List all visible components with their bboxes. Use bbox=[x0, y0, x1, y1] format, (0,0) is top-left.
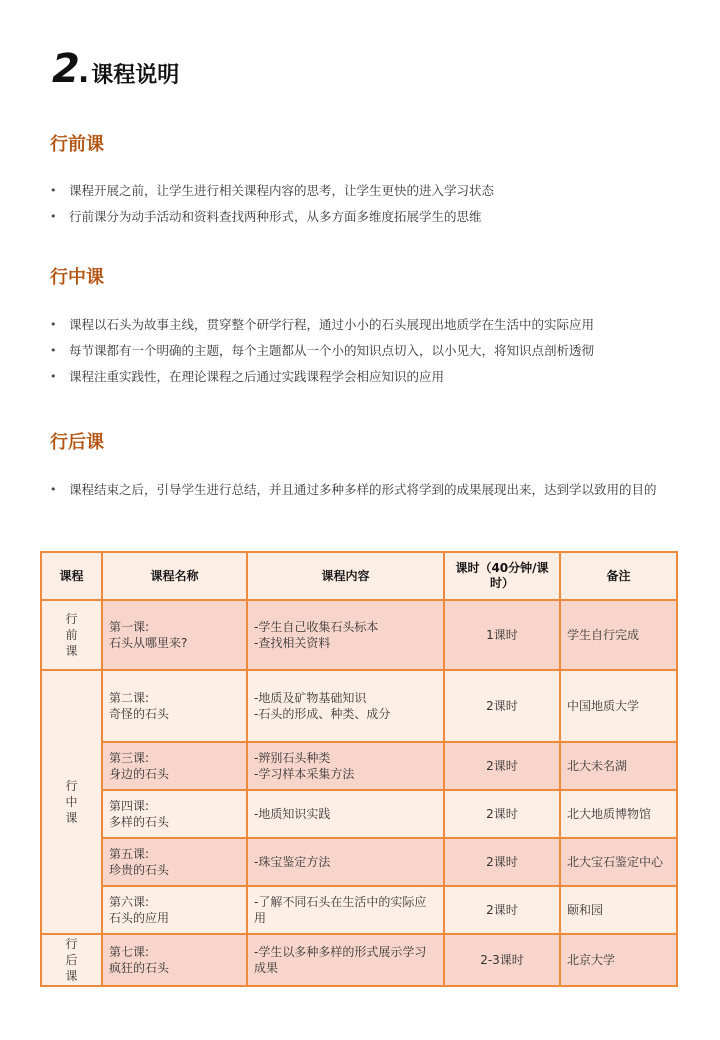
course-content-cell: -学生以多种多样的形式展示学习成果 bbox=[247, 934, 444, 986]
course-hours-cell: 2课时 bbox=[444, 670, 560, 742]
section-pre-course bbox=[50, 130, 670, 234]
course-name-cell: 第七课: 疯狂的石头 bbox=[102, 934, 247, 986]
category-mid: 行 中 课 bbox=[41, 670, 102, 934]
column-header-hours: 课时（40分钟/课时） bbox=[444, 552, 560, 600]
page-title-text: 课程说明 bbox=[91, 63, 180, 88]
course-hours-cell: 2-3课时 bbox=[444, 934, 560, 986]
bullet-list bbox=[50, 316, 670, 385]
table-header-row bbox=[41, 552, 677, 600]
section-number-dot: . bbox=[77, 55, 90, 90]
column-header-name: 课程名称 bbox=[102, 552, 247, 600]
course-note-cell: 颐和园 bbox=[560, 886, 677, 934]
bullet-item: • 课程结束之后，引导学生进行总结，并且通过多种多样的形式将学到的成果展现出来，达到学以致用的目的 bbox=[50, 481, 670, 498]
course-name-cell: 第三课: 身边的石头 bbox=[102, 742, 247, 790]
course-name-cell: 第五课: 珍贵的石头 bbox=[102, 838, 247, 886]
course-hours-cell: 2课时 bbox=[444, 886, 560, 934]
section-heading: 行后课 bbox=[50, 432, 104, 453]
table-row bbox=[41, 838, 677, 886]
course-name-cell: 第一课: 石头从哪里来? bbox=[102, 600, 247, 670]
section-heading: 行中课 bbox=[50, 267, 104, 288]
bullet-item: • 每节课都有一个明确的主题，每个主题都从一个小的知识点切入，以小见大，将知识点剖析透彻 bbox=[50, 342, 670, 359]
table-row bbox=[41, 600, 677, 670]
bullet-item: • 课程以石头为故事主线，贯穿整个研学行程，通过小小的石头展现出地质学在生活中的实际应用 bbox=[50, 316, 670, 333]
bullet-list bbox=[50, 481, 670, 498]
table-row bbox=[41, 742, 677, 790]
course-content-cell: -地质及矿物基础知识 -石头的形成、种类、成分 bbox=[247, 670, 444, 742]
category-post: 行 后 课 bbox=[41, 934, 102, 986]
course-name-cell: 第二课: 奇怪的石头 bbox=[102, 670, 247, 742]
bullet-item: • 课程开展之前，让学生进行相关课程内容的思考，让学生更快的进入学习状态 bbox=[50, 182, 670, 199]
section-post-course bbox=[50, 428, 670, 507]
course-note-cell: 北京大学 bbox=[560, 934, 677, 986]
course-content-cell: -珠宝鉴定方法 bbox=[247, 838, 444, 886]
course-hours-cell: 2课时 bbox=[444, 838, 560, 886]
course-content-cell: -辨别石头种类 -学习样本采集方法 bbox=[247, 742, 444, 790]
course-hours-cell: 2课时 bbox=[444, 790, 560, 838]
table-row bbox=[41, 670, 677, 742]
course-note-cell: 学生自行完成 bbox=[560, 600, 677, 670]
course-note-cell: 北大宝石鉴定中心 bbox=[560, 838, 677, 886]
page-title bbox=[52, 46, 179, 92]
section-number: 2 bbox=[52, 46, 78, 92]
column-header-content: 课程内容 bbox=[247, 552, 444, 600]
course-table bbox=[40, 551, 678, 987]
column-header-course: 课程 bbox=[41, 552, 102, 600]
bullet-item: • 行前课分为动手活动和资料查找两种形式，从多方面多维度拓展学生的思维 bbox=[50, 208, 670, 225]
bullet-item: • 课程注重实践性，在理论课程之后通过实践课程学会相应知识的应用 bbox=[50, 368, 670, 385]
course-hours-cell: 2课时 bbox=[444, 742, 560, 790]
course-content-cell: -了解不同石头在生活中的实际应用 bbox=[247, 886, 444, 934]
course-name-cell: 第六课: 石头的应用 bbox=[102, 886, 247, 934]
course-content-cell: -地质知识实践 bbox=[247, 790, 444, 838]
category-pre: 行 前 课 bbox=[41, 600, 102, 670]
table-row bbox=[41, 790, 677, 838]
table-row bbox=[41, 934, 677, 986]
course-name-cell: 第四课: 多样的石头 bbox=[102, 790, 247, 838]
course-note-cell: 中国地质大学 bbox=[560, 670, 677, 742]
course-content-cell: -学生自己收集石头标本 -查找相关资料 bbox=[247, 600, 444, 670]
section-mid-course bbox=[50, 263, 670, 394]
course-hours-cell: 1课时 bbox=[444, 600, 560, 670]
section-heading: 行前课 bbox=[50, 134, 104, 155]
column-header-note: 备注 bbox=[560, 552, 677, 600]
bullet-list bbox=[50, 182, 670, 225]
course-note-cell: 北大地质博物馆 bbox=[560, 790, 677, 838]
course-note-cell: 北大未名湖 bbox=[560, 742, 677, 790]
table-row bbox=[41, 886, 677, 934]
